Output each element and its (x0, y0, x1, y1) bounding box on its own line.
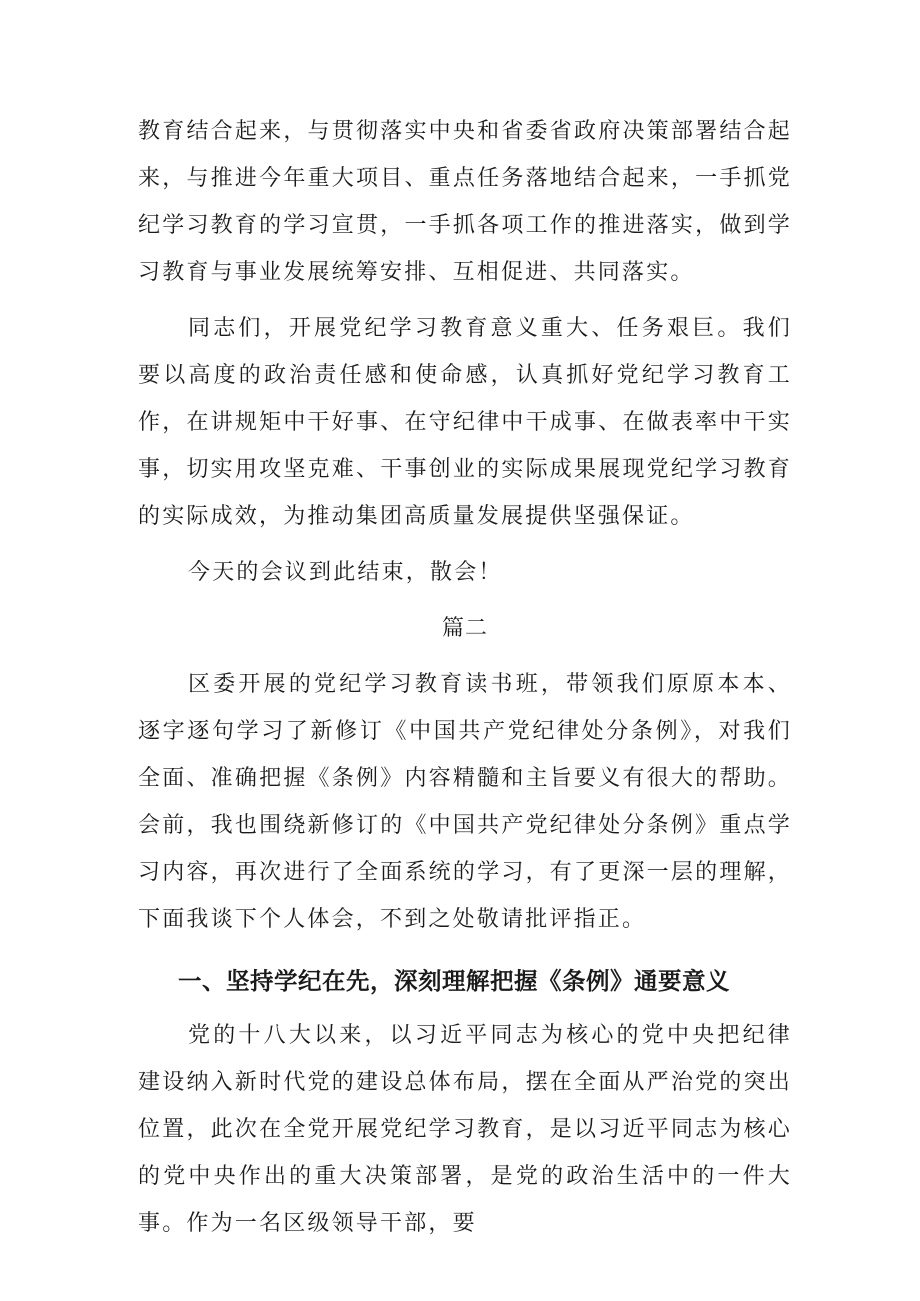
paragraph-continuation: 教育结合起来，与贯彻落实中央和省委省政府决策部署结合起来，与推进今年重大项目、重点任务落地结合起来，一手抓党纪学习教育的学习宣贯，一手抓各项工作的推进落实，做到学习教育与事业发展统筹安排、互相促进、共同落实。 (138, 119, 792, 285)
paragraph-meeting-end: 今天的会议到此结束，散会！ (188, 560, 503, 585)
section-title: 篇二 (441, 616, 488, 641)
paragraph-closing-remarks: 同志们，开展党纪学习教育意义重大、任务艰巨。我们要以高度的政治责任感和使命感，认真抓好党纪学习教育工作，在讲规矩中干好事、在守纪律中干成事、在做表率中干实事，切实用攻坚克难、干事创业的实际成果展现党纪学习教育的实际成效，为推动集团高质量发展提供坚强保证。 (138, 316, 792, 529)
document-page (138, 108, 792, 1247)
paragraph-body: 党的十八大以来，以习近平同志为核心的党中央把纪律建设纳入新时代党的建设总体布局，摆在全面从严治党的突出位置，此次在全党开展党纪学习教育，是以习近平同志为核心的党中央作出的重大决策部署，是党的政治生活中的一件大事。作为一名区级领导干部，要 (138, 1023, 792, 1236)
paragraph-intro: 区委开展的党纪学习教育读书班，带领我们原原本本、逐字逐句学习了新修订《中国共产党纪律处分条例》，对我们全面、准确把握《条例》内容精髓和主旨要义有很大的帮助。会前，我也围绕新修订的《中国共产党纪律处分条例》重点学习内容，再次进行了全面系统的学习，有了更深一层的理解，下面我谈下个人体会，不到之处敬请批评指正。 (138, 672, 792, 932)
heading-one: 一、坚持学纪在先，深刻理解把握《条例》通要意义 (178, 967, 730, 995)
